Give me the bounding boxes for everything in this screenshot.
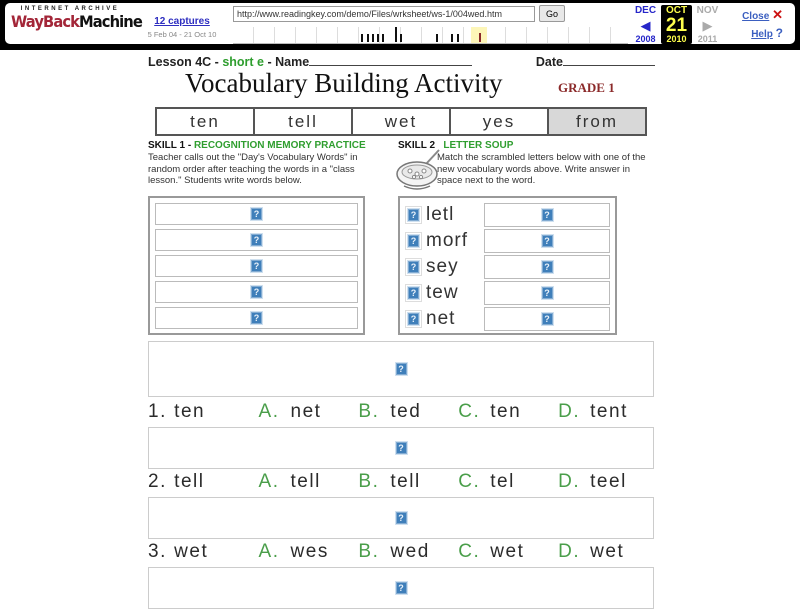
skill1-title: RECOGNITION MEMORY PRACTICE: [193, 140, 366, 151]
broken-image-icon: ?: [541, 312, 554, 326]
question-number: 3.: [148, 541, 167, 562]
broken-image-icon: ?: [250, 233, 263, 247]
skill1-heading: [148, 140, 366, 151]
option-letter: D.: [558, 471, 581, 492]
option-word: wet: [490, 541, 525, 562]
question-word: ten: [174, 401, 206, 422]
soup-answer-box: [484, 229, 610, 253]
capture-tick[interactable]: [457, 34, 459, 42]
current-day-label: 21: [665, 14, 688, 36]
date-blank-line: [563, 54, 655, 66]
wayback-machine-wordmark: [11, 12, 142, 31]
scrambled-word-image: [405, 232, 422, 250]
broken-image-icon: ?: [541, 208, 554, 222]
answer-line-box: [148, 427, 654, 469]
question-number: 1.: [148, 401, 167, 422]
scrambled-word-image: [405, 310, 422, 328]
help-link[interactable]: Help: [751, 29, 773, 40]
wordmark-wayback: WayBack: [11, 12, 80, 31]
scrambled-word-image: [405, 284, 422, 302]
date-navigation: [630, 5, 723, 44]
prev-year-label[interactable]: 2008: [635, 34, 656, 44]
scrambled-word-row: [405, 229, 610, 253]
current-year-label: 2010: [666, 34, 687, 44]
page-title: Vocabulary Building Activity: [185, 68, 503, 98]
capture-tick[interactable]: [361, 34, 363, 42]
capture-tick[interactable]: [382, 34, 384, 42]
option-word: net: [290, 401, 322, 422]
capture-tick[interactable]: [451, 34, 453, 42]
option-word: tel: [490, 471, 515, 492]
capture-tick[interactable]: [372, 34, 374, 42]
capture-tick[interactable]: [377, 34, 379, 42]
broken-image-icon: ?: [407, 208, 420, 222]
broken-image-icon: ?: [407, 260, 420, 274]
scrambled-word-row: [405, 307, 610, 331]
option-word: wet: [590, 541, 625, 562]
soup-answer-box: [484, 203, 610, 227]
scrambled-word-image: [405, 258, 422, 276]
scrambled-word: tew: [426, 282, 459, 303]
write-answer-row: [155, 255, 358, 277]
scrambled-word: letl: [426, 204, 455, 225]
skill2-instructions: Match the scrambled letters below with one of the new vocabulary words above. Write answer in space next to the word.: [437, 152, 646, 186]
prev-capture-arrow-icon[interactable]: ◀: [640, 17, 651, 33]
capture-tick[interactable]: [400, 34, 402, 42]
scrambled-word-row: [405, 281, 610, 305]
next-capture-arrow-icon[interactable]: ▶: [702, 17, 713, 33]
lesson-label: Lesson 4C -: [148, 55, 223, 69]
skill1-instructions: Teacher calls out the "Day's Vocabulary Words" in random order after teaching the words in a "class lesson." Students write words below.: [148, 152, 358, 186]
capture-tick[interactable]: [367, 34, 369, 42]
close-icon[interactable]: ✕: [772, 7, 783, 22]
broken-image-icon: ?: [407, 286, 420, 300]
option-letter: A.: [258, 541, 280, 562]
question-row: [148, 471, 658, 493]
date-label: Date: [535, 55, 563, 69]
prev-capture-column: [630, 5, 661, 44]
skill2-soup-box: [398, 196, 617, 335]
option-word: ten: [490, 401, 522, 422]
next-year-label[interactable]: 2011: [697, 34, 718, 44]
scrambled-word: morf: [426, 230, 468, 251]
skill1-separator: -: [185, 140, 194, 151]
vocab-word-cell: yes: [451, 109, 549, 134]
broken-image-icon: ?: [407, 312, 420, 326]
url-input[interactable]: [233, 6, 535, 22]
skill1-write-box: [148, 196, 365, 335]
current-capture-tick[interactable]: [479, 33, 481, 42]
option-letter: D.: [558, 401, 581, 422]
option-letter: C.: [458, 471, 481, 492]
option-word: tell: [290, 471, 321, 492]
capture-timeline[interactable]: [233, 27, 628, 44]
name-label: - Name: [264, 55, 310, 69]
question-row: [148, 401, 658, 423]
worksheet-page: [0, 50, 800, 600]
prev-month-label[interactable]: DEC: [634, 5, 657, 16]
write-answer-row: [155, 229, 358, 251]
go-button[interactable]: Go: [539, 5, 565, 22]
capture-tick[interactable]: [395, 27, 397, 42]
soup-answer-box: [484, 281, 610, 305]
grade-label: GRADE 1: [558, 80, 615, 95]
broken-image-icon: ?: [407, 234, 420, 248]
help-block: [751, 26, 783, 40]
current-capture-column: [661, 5, 692, 44]
soup-answer-box: [484, 307, 610, 331]
broken-image-icon: ?: [250, 259, 263, 273]
broken-image-icon: ?: [541, 234, 554, 248]
broken-image-icon: ?: [541, 260, 554, 274]
option-letter: B.: [358, 541, 380, 562]
option-letter: B.: [358, 471, 380, 492]
capture-tick[interactable]: [436, 34, 438, 42]
lesson-name-group: [148, 54, 472, 69]
skill2-title: LETTER SOUP: [443, 140, 514, 151]
current-month-label: OCT: [665, 5, 688, 16]
wordmark-machine: Machine: [79, 12, 142, 31]
option-letter: D.: [558, 541, 581, 562]
help-icon[interactable]: ?: [775, 26, 783, 40]
lesson-header: [148, 54, 655, 69]
question-number: 2.: [148, 471, 167, 492]
option-word: tell: [390, 471, 421, 492]
broken-image-icon: ?: [541, 286, 554, 300]
write-answer-row: [155, 281, 358, 303]
date-group: [536, 54, 655, 69]
answer-line-box: [148, 497, 654, 539]
question-word: tell: [174, 471, 205, 492]
option-word: teel: [590, 471, 627, 492]
scrambled-word: net: [426, 308, 456, 329]
question-row: [148, 541, 658, 563]
skill1-label: SKILL 1: [148, 140, 186, 151]
vocab-word-cell: tell: [255, 109, 353, 134]
vocab-word-table: [155, 107, 647, 136]
name-blank-line: [309, 54, 472, 66]
wayback-logo[interactable]: [11, 6, 142, 31]
question-word: wet: [174, 541, 209, 562]
internet-archive-label: INTERNET ARCHIVE: [20, 6, 120, 12]
answer-line-box: [148, 341, 654, 397]
answer-line-box: [148, 567, 654, 609]
option-letter: C.: [458, 401, 481, 422]
broken-image-icon: ?: [250, 311, 263, 325]
lesson-sound-label: short e: [222, 55, 265, 69]
captures-link[interactable]: 12 captures: [154, 16, 210, 27]
vocab-word-cell: wet: [353, 109, 451, 134]
captures-date-range: 5 Feb 04 - 21 Oct 10: [147, 30, 217, 39]
broken-image-icon: ?: [395, 362, 408, 376]
vocab-word-cell: from: [549, 109, 645, 134]
next-month-label[interactable]: NOV: [696, 5, 719, 16]
wayback-toolbar-panel: [5, 3, 795, 44]
next-capture-column: [692, 5, 723, 44]
close-link[interactable]: Close: [742, 11, 770, 22]
broken-image-icon: ?: [395, 441, 408, 455]
scrambled-word-row: [405, 255, 610, 279]
skill2-label: SKILL 2: [398, 140, 436, 151]
scrambled-word-row: [405, 203, 610, 227]
broken-image-icon: ?: [250, 207, 263, 221]
option-letter: A.: [258, 401, 280, 422]
vocab-word-cell: ten: [157, 109, 255, 134]
scrambled-word-image: [405, 206, 422, 224]
wayback-toolbar: [0, 0, 800, 50]
option-word: wed: [390, 541, 430, 562]
option-letter: B.: [358, 401, 380, 422]
option-word: ted: [390, 401, 422, 422]
option-letter: A.: [258, 471, 280, 492]
scrambled-word: sey: [426, 256, 459, 277]
option-word: tent: [590, 401, 628, 422]
close-block: [742, 7, 783, 23]
soup-answer-box: [484, 255, 610, 279]
option-letter: C.: [458, 541, 481, 562]
broken-image-icon: ?: [395, 511, 408, 525]
option-word: wes: [290, 541, 329, 562]
broken-image-icon: ?: [250, 285, 263, 299]
broken-image-icon: ?: [395, 581, 408, 595]
captures-block: [133, 11, 231, 39]
write-answer-row: [155, 307, 358, 329]
letter-soup-bowl-icon: [396, 148, 440, 199]
write-answer-row: [155, 203, 358, 225]
